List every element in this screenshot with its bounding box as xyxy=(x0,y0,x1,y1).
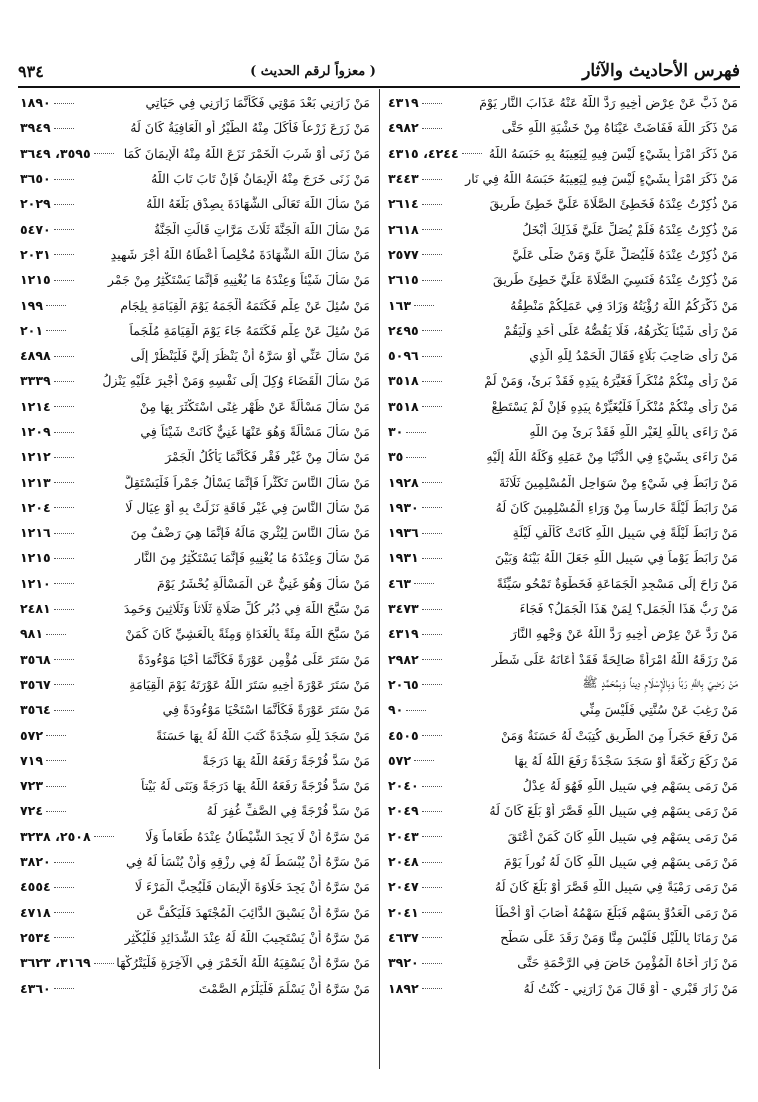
index-entry xyxy=(388,166,738,191)
dot-leader xyxy=(54,557,74,559)
index-entry xyxy=(20,267,370,292)
index-entry xyxy=(20,520,370,545)
index-entry xyxy=(20,849,370,874)
dot-leader xyxy=(54,608,74,610)
hadith-number: ٢٤٩٥ xyxy=(388,322,419,338)
hadith-number: ٢٥٧٧ xyxy=(388,246,419,262)
hadith-incipit: مَنْ رَابَطَ لَيْلَةً حَارِساً مِنْ وَرَاءِ الْمُسْلِمِينَ كَانَ لَهُ xyxy=(495,499,738,515)
hadith-number: ٢٠٤٨ xyxy=(388,854,419,870)
index-entry xyxy=(388,925,738,950)
hadith-number: ٤٣١٩ xyxy=(388,626,419,642)
index-entry xyxy=(20,748,370,773)
hadith-incipit: مَنْ رَابَطَ فِي شَيْءٍ مِنْ سَوَاحِلِ الْمُسْلِمِينَ ثَلَاثَةَ xyxy=(498,474,738,490)
hadith-number: ٤٥٥٤ xyxy=(20,879,51,895)
hadith-incipit: مَنْ سَأَلَ مَسْأَلَةً عَنْ ظَهْرِ غِنًى اسْتَكْثَرَ بِهَا مِنْ xyxy=(139,398,370,414)
dot-leader xyxy=(422,355,442,357)
dot-leader xyxy=(422,936,442,938)
hadith-number: ٢٠٤١ xyxy=(388,904,419,920)
hadith-incipit: مَنْ سَأَلَ الْقَضَاءَ وُكِلَ إِلَى نَفْسِهِ وَمَنْ أُجْبِرَ عَلَيْهِ يَنْزِلُ xyxy=(102,373,370,389)
dot-leader xyxy=(94,152,114,154)
hadith-number: ٤٣١٩ xyxy=(388,95,419,111)
hadith-incipit: مَنْ سَدَّ فُرْجَةً فِي الصَّفِّ غُفِرَ لَهُ xyxy=(206,803,370,819)
dot-leader xyxy=(94,835,114,837)
index-entry xyxy=(20,925,370,950)
index-entry xyxy=(20,191,370,216)
hadith-number: ٣٥٦٧ xyxy=(20,676,51,692)
index-entry xyxy=(388,141,738,166)
hadith-number: ٣٩٢٠ xyxy=(388,955,419,971)
hadith-number: ٣٨٢٠ xyxy=(20,854,51,870)
dot-leader xyxy=(54,380,74,382)
index-entry xyxy=(388,115,738,140)
hadith-number: ٣٦٥٠ xyxy=(20,171,51,187)
dot-leader xyxy=(422,506,442,508)
hadith-number: ٤٦٣ xyxy=(388,575,412,591)
dot-leader xyxy=(406,709,426,711)
index-entry xyxy=(20,166,370,191)
hadith-incipit: مَنْ سَرَّهُ أَنْ يَسْقِيَهُ اللَّهُ الْخَمْرَ فِي الْآخِرَةِ فَلْيَتْرُكْهَا xyxy=(116,955,370,971)
dot-leader xyxy=(406,456,426,458)
hadith-number: ٣٥٩٥، ٣٦٤٩ xyxy=(20,145,91,161)
hadith-incipit: مَنْ سَرَّهُ أَنْ يَسْتَجِيبَ اللَّهُ لَهُ عِنْدَ الشَّدَائِدِ فَلْيُكْثِرِ xyxy=(124,929,370,945)
index-entry xyxy=(20,444,370,469)
hadith-incipit: مَنْ ذَبَّ عَنْ عِرْضِ أَخِيهِ رَدَّ اللَّهُ عَنْهُ عَذَابَ النَّارِ يَوْمَ xyxy=(479,95,738,111)
hadith-incipit: مَنْ سَبَّحَ اللَّهَ فِي دُبُرِ كُلِّ صَلَاةٍ ثَلَاثاً وَثَلَاثِينَ وَحَمِدَ xyxy=(123,601,370,617)
column-divider xyxy=(379,89,380,1069)
dot-leader xyxy=(54,987,74,989)
dot-leader xyxy=(54,102,74,104)
hadith-incipit: مَنْ سَدَّ فُرْجَةً رَفَعَهُ اللَّهُ بِهَا دَرَجَةً وَبَنَى لَهُ بَيْتاً xyxy=(140,778,370,794)
hadith-incipit: مَنْ رَمَى بِسَهْمٍ فِي سَبِيلِ اللَّهِ كَانَ كَمَنْ أَعْتَقَ xyxy=(507,828,738,844)
hadith-number: ١٩٩ xyxy=(20,297,44,313)
index-entry xyxy=(388,191,738,216)
hadith-number: ٩٠ xyxy=(388,702,404,718)
index-entry xyxy=(20,545,370,570)
index-entry xyxy=(388,469,738,494)
index-entry xyxy=(20,697,370,722)
dot-leader xyxy=(54,658,74,660)
hadith-incipit: مَنْ رَمَى الْعَدُوَّ بِسَهْمٍ فَبَلَغَ سَهْمُهُ أَصَابَ أَوْ أَخْطَأَ xyxy=(495,904,738,920)
index-entry xyxy=(388,242,738,267)
hadith-incipit: مَنْ سَتَرَ عَلَى مُؤْمِنٍ عَوْرَةً فَكَأَنَّمَا أَحْيَا مَوْءُودَةً xyxy=(138,651,370,667)
dot-leader xyxy=(46,329,66,331)
index-entry xyxy=(388,798,738,823)
dot-leader xyxy=(54,228,74,230)
dot-leader xyxy=(54,355,74,357)
index-entry xyxy=(388,621,738,646)
hadith-number: ٣٤٧٣ xyxy=(388,601,419,617)
hadith-incipit: مَنْ سُئِلَ عَنْ عِلْمٍ فَكَتَمَهُ أَلْجَمَهُ يَوْمَ الْقِيَامَةِ بِلِجَامٍ xyxy=(120,297,370,313)
index-entry xyxy=(388,368,738,393)
index-title: فهرس الأحاديث والآثار xyxy=(582,61,740,81)
hadith-number: ٢٦١٥ xyxy=(388,272,419,288)
dot-leader xyxy=(422,228,442,230)
dot-leader xyxy=(422,683,442,685)
hadith-incipit: مَنْ رَفَعَ حَجَراً مِنَ الطَّرِيقِ كُتِبَتْ لَهُ حَسَنَةٌ وَمَنْ xyxy=(500,727,738,743)
hadith-incipit: مَنْ رَاحَ إِلَى مَسْجِدِ الْجَمَاعَةِ فَخَطْوَةٌ تَمْحُو سَيِّئَةً xyxy=(496,575,738,591)
index-entry xyxy=(388,90,738,115)
hadith-incipit: مَنْ سَجَدَ لِلَّهِ سَجْدَةً كَتَبَ اللَّهُ لَهُ بِهَا حَسَنَةً xyxy=(155,727,370,743)
hadith-incipit: مَنْ رَاءَى بِشَيْءٍ فِي الدُّنْيَا مِنْ عَمَلِهِ وَكَلَهُ اللَّهُ إِلَيْهِ xyxy=(486,449,738,465)
hadith-incipit: مَنْ زَنَى خَرَجَ مِنْهُ الْإِيمَانُ فَإِنْ تَابَ تَابَ اللَّهُ xyxy=(151,171,370,187)
hadith-number: ٢٥٠٨، ٣٢٣٨ xyxy=(20,828,91,844)
dot-leader xyxy=(422,532,442,534)
dot-leader xyxy=(422,886,442,888)
index-entry xyxy=(20,672,370,697)
dot-leader xyxy=(422,658,442,660)
dot-leader xyxy=(414,759,434,761)
right-column xyxy=(388,90,738,1001)
dot-leader xyxy=(422,102,442,104)
hadith-number: ٤٢٤٤، ٤٣١٥ xyxy=(388,145,459,161)
hadith-incipit: مَنْ رَأَى صَاحِبَ بَلَاءٍ فَقَالَ الْحَمْدُ لِلَّهِ الَّذِي xyxy=(529,348,738,364)
hadith-number: ٤٥٠٥ xyxy=(388,727,419,743)
hadith-incipit: مَنْ سَأَلَ اللَّهَ الْجَنَّةَ ثَلَاثَ مَرَّاتٍ قَالَتِ الْجَنَّةُ xyxy=(153,221,370,237)
index-entry xyxy=(20,242,370,267)
hadith-number: ٢٠١ xyxy=(20,322,44,338)
hadith-incipit: مَنْ رَمَى بِسَهْمٍ فِي سَبِيلِ اللَّهِ قَصَّرَ أَوْ بَلَغَ كَانَ لَهُ xyxy=(489,803,738,819)
hadith-incipit: مَنْ رَبُّ هَذَا الْجَمَلِ؟ لِمَنْ هَذَا الْجَمَلُ؟ فَجَاءَ xyxy=(519,601,738,617)
dot-leader xyxy=(54,911,74,913)
dot-leader xyxy=(46,633,66,635)
hadith-number: ١٨٩٠ xyxy=(20,95,51,111)
dot-leader xyxy=(414,304,434,306)
index-entry xyxy=(20,216,370,241)
hadith-number: ١٢١٥ xyxy=(20,272,51,288)
dot-leader xyxy=(46,304,66,306)
hadith-incipit: مَنْ رَمَى رَمْيَةً فِي سَبِيلِ اللَّهِ قَصَّرَ أَوْ بَلَغَ كَانَ لَهُ xyxy=(494,879,738,895)
hadith-incipit: مَنْ رَمَانَا بِاللَّيْلِ فَلَيْسَ مِنَّا وَمَنْ رَقَدَ عَلَى سَطْحٍ xyxy=(500,929,738,945)
hadith-incipit: مَنْ سَرَّهُ أَنْ يَسْلَمَ فَلْيَلْزَمِ الصَّمْتَ xyxy=(198,980,370,996)
index-entry xyxy=(388,520,738,545)
hadith-incipit: مَنْ سَتَرَ عَوْرَةً فَكَأَنَّمَا اسْتَحْيَا مَوْءُودَةً فِي xyxy=(162,702,370,718)
dot-leader xyxy=(422,481,442,483)
dot-leader xyxy=(422,785,442,787)
index-entry xyxy=(20,900,370,925)
hadith-number: ٢٥٣٤ xyxy=(20,929,51,945)
index-entry xyxy=(20,773,370,798)
page-header xyxy=(18,56,740,86)
hadith-incipit: مَنْ رَأَى مِنْكُمْ مُنْكَراً فَغَيَّرَهُ بِيَدِهِ فَقَدْ بَرِئَ، وَمَنْ لَمْ xyxy=(484,373,738,389)
index-entry xyxy=(388,722,738,747)
hadith-number: ٢٠٦٥ xyxy=(388,676,419,692)
index-entry xyxy=(388,596,738,621)
page-number: ٩٣٤ xyxy=(18,61,44,81)
dot-leader xyxy=(422,178,442,180)
hadith-incipit: مَنْ ذُكِرْتُ عِنْدَهُ فَخَطِئَ الصَّلَاةَ عَلَيَّ خَطِئَ طَرِيقَ xyxy=(489,196,738,212)
dot-leader xyxy=(54,532,74,534)
dot-leader xyxy=(422,380,442,382)
hadith-incipit: مَنْ زَارَ أَخَاهُ الْمُؤْمِنَ خَاضَ فِي الرَّحْمَةِ حَتَّى xyxy=(517,955,738,971)
dot-leader xyxy=(54,456,74,458)
hadith-incipit: مَنْ ذُكِرْتُ عِنْدَهُ فَنَسِيَ الصَّلَاةَ عَلَيَّ خَطِئَ طَرِيقَ xyxy=(493,272,738,288)
hadith-incipit: مَنْ سَأَلَ عَنِّي أَوْ سَرَّهُ أَنْ يَنْظُرَ إِلَيَّ فَلْيَنْظُرْ إِلَى xyxy=(130,348,370,364)
hadith-number: ٤٦٣٧ xyxy=(388,929,419,945)
index-entry xyxy=(20,368,370,393)
index-entry xyxy=(20,722,370,747)
dot-leader xyxy=(94,962,114,964)
hadith-incipit: مَنْ سَأَلَ شَيْئاً وَعِنْدَهُ مَا يُغْنِيهِ فَإِنَّمَا يَسْتَكْثِرُ مِنْ جَمْرِ xyxy=(107,272,370,288)
dot-leader xyxy=(422,633,442,635)
dot-leader xyxy=(422,279,442,281)
hadith-number: ٢٠٤٧ xyxy=(388,879,419,895)
hadith-incipit: مَنْ رَمَى بِسَهْمٍ فِي سَبِيلِ اللَّهِ كَانَ لَهُ نُوراً يَوْمَ xyxy=(503,854,738,870)
hadith-number: ٢٩٨٢ xyxy=(388,651,419,667)
hadith-number: ٩٨١ xyxy=(20,626,44,642)
hadith-number: ١٩٣٦ xyxy=(388,525,419,541)
index-entry xyxy=(20,115,370,140)
hadith-incipit: مَنْ سَأَلَ مَسْأَلَةً وَهُوَ عَنْهَا غَنِيٌّ كَانَتْ شَيْئاً فِي xyxy=(140,424,370,439)
index-entry xyxy=(388,343,738,368)
index-entry xyxy=(20,394,370,419)
hadith-incipit: مَنْ سَأَلَ النَّاسَ فِي غَيْرِ فَاقَةٍ نَزَلَتْ بِهِ أَوْ عِيَالٍ لَا xyxy=(125,499,370,515)
hadith-number: ٧٢٣ xyxy=(20,778,44,794)
index-entry xyxy=(388,874,738,899)
hadith-incipit: مَنْ رَابَطَ يَوْماً فِي سَبِيلِ اللَّهِ جَعَلَ اللَّهُ بَيْنَهُ وَبَيْنَ xyxy=(495,550,738,566)
hadith-number: ٢٠٤٩ xyxy=(388,803,419,819)
hadith-incipit: مَنْ سَأَلَ اللَّهَ تَعَالَى الشَّهَادَةَ بِصِدْقٍ بَلَّغَهُ اللَّهُ xyxy=(146,196,370,212)
index-entry xyxy=(20,571,370,596)
dot-leader xyxy=(46,785,66,787)
hadith-number: ٣٥١٨ xyxy=(388,398,419,414)
header-rule xyxy=(18,86,740,88)
index-entry xyxy=(388,647,738,672)
index-entry xyxy=(388,748,738,773)
dot-leader xyxy=(46,759,66,761)
dot-leader xyxy=(422,962,442,964)
hadith-incipit: مَنْ سَرَّهُ أَنْ يَجِدَ حَلَاوَةَ الْإِيمَانِ فَلْيُحِبَّ الْمَرْءَ لَا xyxy=(134,879,370,895)
hadith-number: ١٨٩٢ xyxy=(388,980,419,996)
index-entry xyxy=(20,343,370,368)
hadith-number: ٢٦١٤ xyxy=(388,196,419,212)
hadith-number: ٤٩٨٢ xyxy=(388,120,419,136)
index-entry xyxy=(20,141,370,166)
hadith-number: ١٦٣ xyxy=(388,297,412,313)
dot-leader xyxy=(54,203,74,205)
index-entry xyxy=(388,292,738,317)
hadith-incipit: مَنْ رَزَقَهُ اللَّهُ امْرَأَةً صَالِحَةً فَقَدْ أَعَانَهُ عَلَى شَطْرِ xyxy=(491,651,738,667)
hadith-number: ٣٤٤٣ xyxy=(388,171,419,187)
hadith-incipit: مَنْ سَدَّ فُرْجَةً رَفَعَهُ اللَّهُ بِهَا دَرَجَةً xyxy=(202,752,370,768)
hadith-number: ٣٠ xyxy=(388,424,404,439)
hadith-number: ٥٧٢ xyxy=(388,752,412,768)
hadith-incipit: مَنْ سَرَّهُ أَنْ لَا يَجِدَ الشَّيْطَانُ عِنْدَهُ طَعَاماً وَلَا xyxy=(145,828,370,844)
hadith-number: ٣٩٤٩ xyxy=(20,120,51,136)
dot-leader xyxy=(422,734,442,736)
dot-leader xyxy=(414,582,434,584)
index-entry xyxy=(20,292,370,317)
index-entry xyxy=(20,798,370,823)
index-entry xyxy=(388,571,738,596)
dot-leader xyxy=(54,709,74,711)
hadith-number: ٣٣٣٩ xyxy=(20,373,51,389)
hadith-number: ١٢١٠ xyxy=(20,575,51,591)
hadith-number: ١٢١٢ xyxy=(20,449,51,465)
index-entry xyxy=(20,950,370,975)
index-subtitle: ( معزواً لرقم الحديث ) xyxy=(250,63,376,79)
hadith-number: ٢٠٢٩ xyxy=(20,196,51,212)
hadith-number: ١٢٠٤ xyxy=(20,499,51,515)
hadith-incipit: مَنْ زَرَعَ زَرْعاً فَأَكَلَ مِنْهُ الطَّيْرُ أَوِ الْعَافِيَةُ كَانَ لَهُ xyxy=(130,120,370,136)
dot-leader xyxy=(422,557,442,559)
hadith-incipit: مَنْ زَارَنِي بَعْدَ مَوْتِي فَكَأَنَّمَا زَارَنِي فِي حَيَاتِي xyxy=(145,95,370,111)
hadith-incipit: مَنْ زَنَى أَوْ شَرِبَ الْخَمْرَ نَزَعَ اللَّهُ مِنْهُ الْإِيمَانَ كَمَا xyxy=(123,145,370,161)
dot-leader xyxy=(54,886,74,888)
hadith-incipit: مَنْ سَأَلَ مِنْ غَيْرِ فَقْرٍ فَكَأَنَّمَا يَأْكُلُ الْجَمْرَ xyxy=(165,449,370,465)
index-entry xyxy=(388,849,738,874)
hadith-incipit: مَنْ رَمَى بِسَهْمٍ فِي سَبِيلِ اللَّهِ فَهُوَ لَهُ عِدْلُ xyxy=(522,778,738,794)
hadith-incipit: مَنْ سَأَلَ وَعِنْدَهُ مَا يُغْنِيهِ فَإِنَّمَا يَسْتَكْثِرُ مِنَ النَّارِ xyxy=(134,550,370,566)
dot-leader xyxy=(422,911,442,913)
hadith-incipit: مَنْ رَاءَى بِاللَّهِ لِغَيْرِ اللَّهِ فَقَدْ بَرِئَ مِنَ اللَّهِ xyxy=(529,424,738,439)
hadith-number: ٢٤٨١ xyxy=(20,601,51,617)
index-entry xyxy=(20,824,370,849)
hadith-incipit: مَنْ سَرَّهُ أَنْ يَسْبِقَ الدَّائِبَ الْمُجْتَهِدَ فَلْيَكُفَّ عَنِ xyxy=(136,904,370,920)
hadith-incipit: مَنْ ذَكَرَ امْرَأً بِشَيْءٍ لَيْسَ فِيهِ لِيَعِيبَهُ حَبَسَهُ اللَّهُ فِي نَارِ xyxy=(465,171,738,187)
index-entry xyxy=(20,975,370,1000)
hadith-number: ١٩٢٨ xyxy=(388,474,419,490)
dot-leader xyxy=(54,582,74,584)
index-entry xyxy=(388,444,738,469)
hadith-incipit: مَنْ ذَكَّرَكُمُ اللَّهَ رُؤْيَتُهُ وَزَادَ فِي عَمَلِكُمْ مَنْطِقُهُ xyxy=(510,297,738,313)
index-entry xyxy=(20,318,370,343)
hadith-number: ١٢١٥ xyxy=(20,550,51,566)
hadith-number: ٧٢٤ xyxy=(20,803,44,819)
index-entry xyxy=(388,697,738,722)
index-entry xyxy=(20,647,370,672)
index-entry xyxy=(388,950,738,975)
left-column xyxy=(20,90,370,1001)
hadith-number: ٣١٦٩، ٣٦٢٣ xyxy=(20,955,91,971)
dot-leader xyxy=(54,405,74,407)
hadith-number: ٣٥٦٤ xyxy=(20,702,51,718)
index-entry xyxy=(20,419,370,444)
index-entry xyxy=(388,900,738,925)
dot-leader xyxy=(54,279,74,281)
hadith-incipit: مَنْ ذُكِرْتُ عِنْدَهُ فَلْيُصَلِّ عَلَيَّ وَمَنْ صَلَّى عَلَيَّ xyxy=(512,246,738,262)
index-entry xyxy=(388,824,738,849)
index-entry xyxy=(388,216,738,241)
dot-leader xyxy=(422,329,442,331)
index-entry xyxy=(388,672,738,697)
hadith-incipit: مَنْ سَرَّهُ أَنْ يُبْسَطَ لَهُ فِي رِزْقِهِ وَأَنْ يُنْسَأَ لَهُ فِي xyxy=(125,854,370,870)
hadith-number: ١٩٣٠ xyxy=(388,499,419,515)
hadith-number: ٥٤٧٠ xyxy=(20,221,51,237)
hadith-incipit: مَنْ سَأَلَ وَهُوَ غَنِيٌّ عَنِ الْمَسْأَلَةِ يُحْشَرُ يَوْمَ xyxy=(156,575,370,591)
hadith-number: ٢٠٣١ xyxy=(20,246,51,262)
hadith-incipit: مَنْ رَابَطَ لَيْلَةً فِي سَبِيلِ اللَّهِ كَانَتْ كَأَلْفِ لَيْلَةٍ xyxy=(512,525,738,541)
hadith-number: ١٢٠٩ xyxy=(20,424,51,439)
dot-leader xyxy=(46,810,66,812)
hadith-incipit: مَنْ سَبَّحَ اللَّهَ مِئَةً بِالْغَدَاةِ وَمِئَةً بِالْعَشِيِّ كَانَ كَمَنْ xyxy=(125,626,370,642)
dot-leader xyxy=(422,608,442,610)
hadith-number: ٣٥١٨ xyxy=(388,373,419,389)
index-entry xyxy=(388,975,738,1000)
dot-leader xyxy=(422,861,442,863)
hadith-incipit: مَنْ ذَكَرَ اللَّهَ فَفَاضَتْ عَيْنَاهُ مِنْ خَشْيَةِ اللَّهِ حَتَّى xyxy=(501,120,738,136)
dot-leader xyxy=(406,431,426,433)
hadith-number: ٥٠٩٦ xyxy=(388,348,419,364)
hadith-incipit: مَنْ رَضِيَ بِاللَّهِ رَبّاً وَبِالْإِسْلَامِ دِيناً وَبِمُحَمَّدٍ ﷺ xyxy=(582,674,738,690)
dot-leader xyxy=(54,506,74,508)
hadith-incipit: مَنْ سَأَلَ النَّاسَ لِيُثْرِيَ مَالَهُ فَإِنَّمَا هِيَ رَضْفٌ مِنَ xyxy=(130,525,370,541)
dot-leader xyxy=(422,835,442,837)
dot-leader xyxy=(54,127,74,129)
hadith-incipit: مَنْ رَأَى شَيْئاً يَكْرَهُهُ، فَلَا يَقُصُّهُ عَلَى أَحَدٍ وَلْيَقُمْ xyxy=(503,322,738,338)
hadith-incipit: مَنْ رَغِبَ عَنْ سُنَّتِي فَلَيْسَ مِنِّي xyxy=(579,702,738,718)
dot-leader xyxy=(54,431,74,433)
dot-leader xyxy=(54,861,74,863)
index-entry xyxy=(20,874,370,899)
dot-leader xyxy=(462,152,482,154)
hadith-incipit: مَنْ رَأَى مِنْكُمْ مُنْكَراً فَلْيُغَيِّرْهُ بِيَدِهِ فَإِنْ لَمْ يَسْتَطِعْ xyxy=(491,398,738,414)
hadith-number: ٣٥٦٨ xyxy=(20,651,51,667)
hadith-number: ٢٦١٨ xyxy=(388,221,419,237)
hadith-incipit: مَنْ سَأَلَ اللَّهَ الشَّهَادَةَ مُخْلِصاً أَعْطَاهُ اللَّهُ أَجْرَ شَهِيدٍ xyxy=(110,246,370,262)
hadith-number: ٣٥ xyxy=(388,449,404,465)
hadith-number: ٤٣٦٠ xyxy=(20,980,51,996)
hadith-number: ٢٠٤٠ xyxy=(388,778,419,794)
dot-leader xyxy=(54,936,74,938)
hadith-incipit: مَنْ ذَكَرَ امْرَأً بِشَيْءٍ لَيْسَ فِيهِ لِيَعِيبَهُ بِهِ حَبَسَهُ اللَّهُ xyxy=(488,145,738,161)
index-entry xyxy=(20,90,370,115)
dot-leader xyxy=(422,127,442,129)
index-entry xyxy=(388,495,738,520)
hadith-number: ١٢١٣ xyxy=(20,474,51,490)
dot-leader xyxy=(422,987,442,989)
hadith-number: ٥٧٢ xyxy=(20,727,44,743)
index-entry xyxy=(20,469,370,494)
index-entry xyxy=(388,394,738,419)
hadith-incipit: مَنْ سَأَلَ النَّاسَ تَكَثُّراً فَإِنَّمَا يَسْأَلُ جَمْراً فَلْيَسْتَقِلَّ xyxy=(124,474,370,490)
hadith-number: ٢٠٤٣ xyxy=(388,828,419,844)
dot-leader xyxy=(422,203,442,205)
dot-leader xyxy=(54,481,74,483)
hadith-number: ٤٨٩٨ xyxy=(20,348,51,364)
hadith-number: ١٩٣١ xyxy=(388,550,419,566)
index-entry xyxy=(388,773,738,798)
index-entry xyxy=(20,495,370,520)
dot-leader xyxy=(54,253,74,255)
hadith-number: ١٢١٤ xyxy=(20,398,51,414)
dot-leader xyxy=(54,683,74,685)
index-entry xyxy=(20,596,370,621)
dot-leader xyxy=(46,734,66,736)
index-entry xyxy=(388,419,738,444)
dot-leader xyxy=(422,405,442,407)
hadith-incipit: مَنْ سَتَرَ عَوْرَةَ أَخِيهِ سَتَرَ اللَّهُ عَوْرَتَهُ يَوْمَ الْقِيَامَةِ xyxy=(129,676,370,692)
dot-leader xyxy=(422,253,442,255)
hadith-incipit: مَنْ رَكَعَ رَكْعَةً أَوْ سَجَدَ سَجْدَةً رَفَعَ اللَّهُ لَهُ بِهَا xyxy=(514,752,738,768)
index-entry xyxy=(20,621,370,646)
index-entry xyxy=(388,545,738,570)
hadith-incipit: مَنْ ذُكِرْتُ عِنْدَهُ فَلَمْ يُصَلِّ عَلَيَّ فَذَلِكَ أَبْخَلُ xyxy=(522,221,738,237)
hadith-number: ١٢١٦ xyxy=(20,525,51,541)
hadith-incipit: مَنْ سُئِلَ عَنْ عِلْمٍ فَكَتَمَهُ جَاءَ يَوْمَ الْقِيَامَةِ مُلْجَماً xyxy=(129,322,370,338)
hadith-incipit: مَنْ زَارَ قَبْرِي - أَوْ قَالَ مَنْ زَارَنِي - كُنْتُ لَهُ xyxy=(523,980,738,996)
dot-leader xyxy=(422,810,442,812)
hadith-number: ٧١٩ xyxy=(20,752,44,768)
hadith-number: ٤٧١٨ xyxy=(20,904,51,920)
index-entry xyxy=(388,318,738,343)
index-entry xyxy=(388,267,738,292)
dot-leader xyxy=(54,178,74,180)
hadith-incipit: مَنْ رَدَّ عَنْ عِرْضِ أَخِيهِ رَدَّ اللَّهُ عَنْ وَجْهِهِ النَّارَ xyxy=(510,626,738,642)
